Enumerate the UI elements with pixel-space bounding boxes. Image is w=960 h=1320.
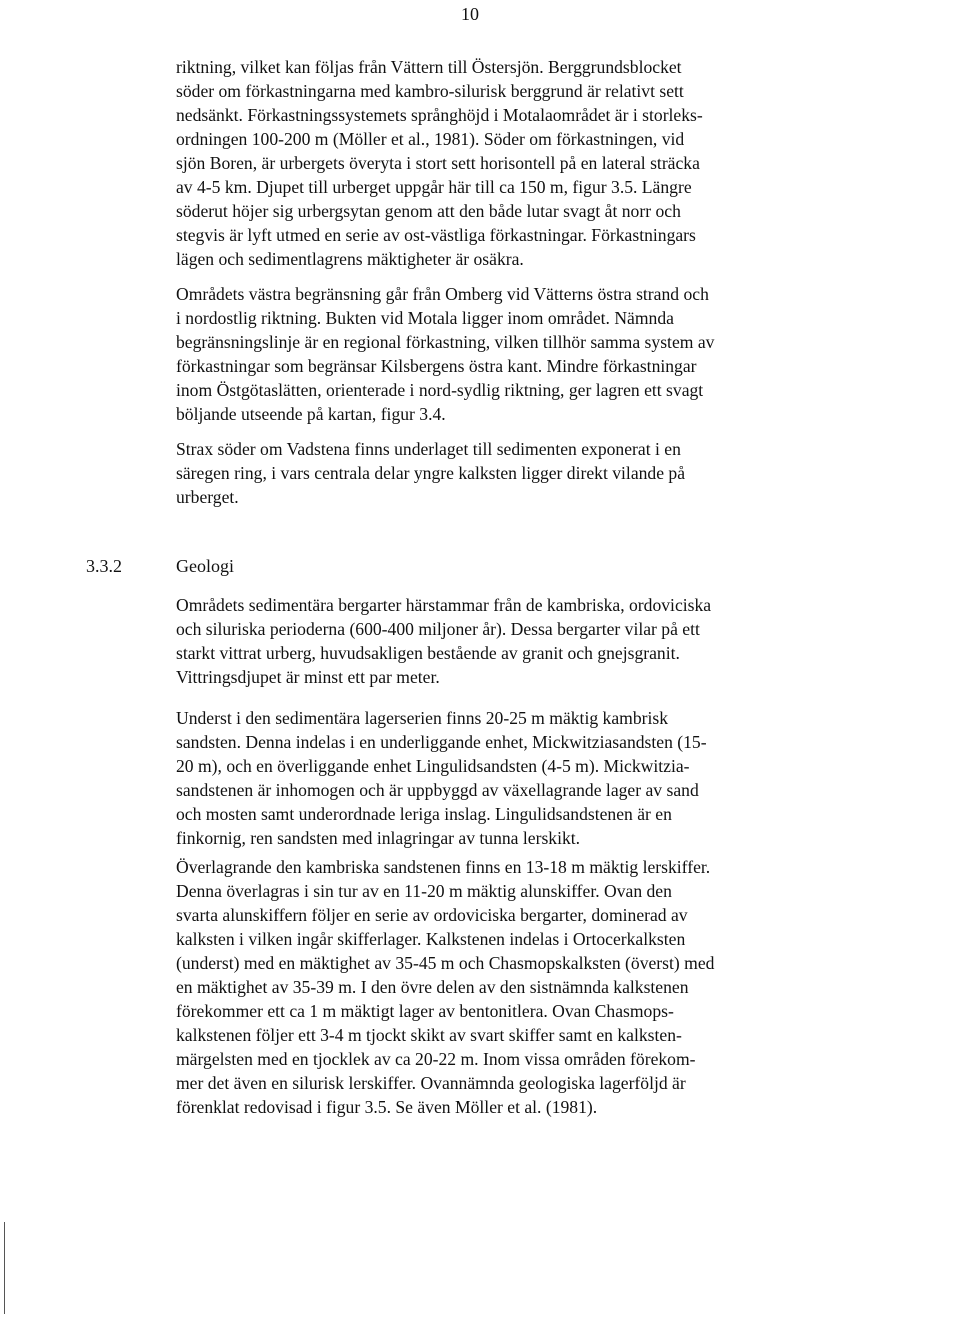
text-line: lägen och sedimentlagrens mäktigheter är osäkra. bbox=[176, 249, 524, 269]
paragraph-western-boundary bbox=[176, 282, 816, 426]
text-line: riktning, vilket kan följas från Vättern till Östersjön. Berggrundsblocket bbox=[176, 57, 682, 77]
text-line: Underst i den sedimentära lagerserien finns 20-25 m mäktig kambrisk bbox=[176, 708, 669, 728]
text-line: starkt vittrat urberg, huvudsakligen bestående av granit och gnejsgranit. bbox=[176, 643, 680, 663]
text-line: sjön Boren, är urbergets överyta i stort sett horisontell på en lateral sträcka bbox=[176, 153, 700, 173]
paragraph-sedimentary-rocks bbox=[176, 593, 816, 689]
paragraph-shale-limestone bbox=[176, 855, 816, 1119]
text-line: svarta alunskiffern följer en serie av ordoviciska bergarter, dominerad av bbox=[176, 905, 688, 925]
text-line: en mäktighet av 35-39 m. I den övre delen av den sistnämnda kalkstenen bbox=[176, 977, 689, 997]
text-line: begränsningslinje är en regional förkastning, vilken tillhör samma system av bbox=[176, 332, 715, 352]
text-line: (underst) med en mäktighet av 35-45 m och Chasmopskalksten (överst) med bbox=[176, 953, 715, 973]
section-number: 3.3.2 bbox=[86, 556, 122, 576]
text-line: av 4-5 km. Djupet till urberget uppgår här till ca 150 m, figur 3.5. Längre bbox=[176, 177, 692, 197]
text-line: förkastningar som begränsar Kilsbergens östra kant. Mindre förkastningar bbox=[176, 356, 697, 376]
text-line: mer det även en silurisk lerskiffer. Ovannämnda geologiska lagerföljd är bbox=[176, 1073, 686, 1093]
text-line: Överlagrande den kambriska sandstenen finns en 13-18 m mäktig lerskiffer. bbox=[176, 857, 711, 877]
text-line: Strax söder om Vadstena finns underlaget till sedimenten exponerat i en bbox=[176, 439, 681, 459]
text-line: i nordostlig riktning. Bukten vid Motala ligger inom området. Nämnda bbox=[176, 308, 674, 328]
text-line: och siluriska perioderna (600-400 miljoner år). Dessa bergarter vilar på ett bbox=[176, 619, 700, 639]
text-line: säregen ring, i vars centrala delar yngre kalksten ligger direkt vilande på bbox=[176, 463, 686, 483]
text-line: inom Östgötaslätten, orienterade i nord-sydlig riktning, ger lagren ett svagt bbox=[176, 380, 704, 400]
text-line: söder om förkastningarna med kambro-silurisk berggrund är relativt sett bbox=[176, 81, 684, 101]
text-line: sandstenen är inhomogen och är uppbyggd av växellagrande lager av sand bbox=[176, 780, 699, 800]
text-line: Vittringsdjupet är minst ett par meter. bbox=[176, 667, 440, 687]
text-line: stegvis är lyft utmed en serie av ost-västliga förkastningar. Förkastningars bbox=[176, 225, 696, 245]
text-line: sandsten. Denna indelas i en underliggande enhet, Mickwitziasandsten (15- bbox=[176, 732, 707, 752]
text-line: märgelsten med en tjocklek av ca 20-22 m. Inom vissa områden förekom- bbox=[176, 1049, 696, 1069]
section-heading bbox=[0, 554, 960, 578]
text-line: böljande utseende på kartan, figur 3.4. bbox=[176, 404, 446, 424]
text-line: 20 m), och en överliggande enhet Lingulidsandsten (4-5 m). Mickwitzia- bbox=[176, 756, 690, 776]
section-title: Geologi bbox=[176, 556, 234, 576]
text-line: ordningen 100-200 m (Möller et al., 1981). Söder om förkastningen, vid bbox=[176, 129, 685, 149]
text-line: Denna överlagras i sin tur av en 11-20 m mäktig alunskiffer. Ovan den bbox=[176, 881, 672, 901]
text-line: Områdets västra begränsning går från Omberg vid Vätterns östra strand och bbox=[176, 284, 709, 304]
text-line: förenklat redovisad i figur 3.5. Se även Möller et al. (1981). bbox=[176, 1097, 598, 1117]
text-line: kalkstenen följer ett 3-4 m tjockt skikt av svart skiffer samt en kalksten- bbox=[176, 1025, 682, 1045]
scan-edge-line bbox=[4, 1222, 5, 1314]
text-line: söderut höjer sig urbergsytan genom att den både lutar svagt åt norr och bbox=[176, 201, 681, 221]
paragraph-motala-fault bbox=[176, 55, 816, 271]
page-number: 10 bbox=[461, 4, 479, 24]
text-line: förekommer ett ca 1 m mäktigt lager av bentonitlera. Ovan Chasmops- bbox=[176, 1001, 674, 1021]
paragraph-sandstone bbox=[176, 706, 816, 850]
text-line: Områdets sedimentära bergarter härstammar från de kambriska, ordoviciska bbox=[176, 595, 712, 615]
text-line: kalksten i vilken ingår skifferlager. Kalkstenen indelas i Ortocerkalksten bbox=[176, 929, 686, 949]
text-line: finkornig, ren sandsten med inlagringar av tunna lerskikt. bbox=[176, 828, 581, 848]
text-line: urberget. bbox=[176, 487, 239, 507]
text-line: och mosten samt underordnade leriga inslag. Lingulidsandstenen är en bbox=[176, 804, 672, 824]
text-line: nedsänkt. Förkastningssystemets språnghöjd i Motalaområdet är i storleks- bbox=[176, 105, 703, 125]
paragraph-vadstena-ring bbox=[176, 437, 816, 509]
